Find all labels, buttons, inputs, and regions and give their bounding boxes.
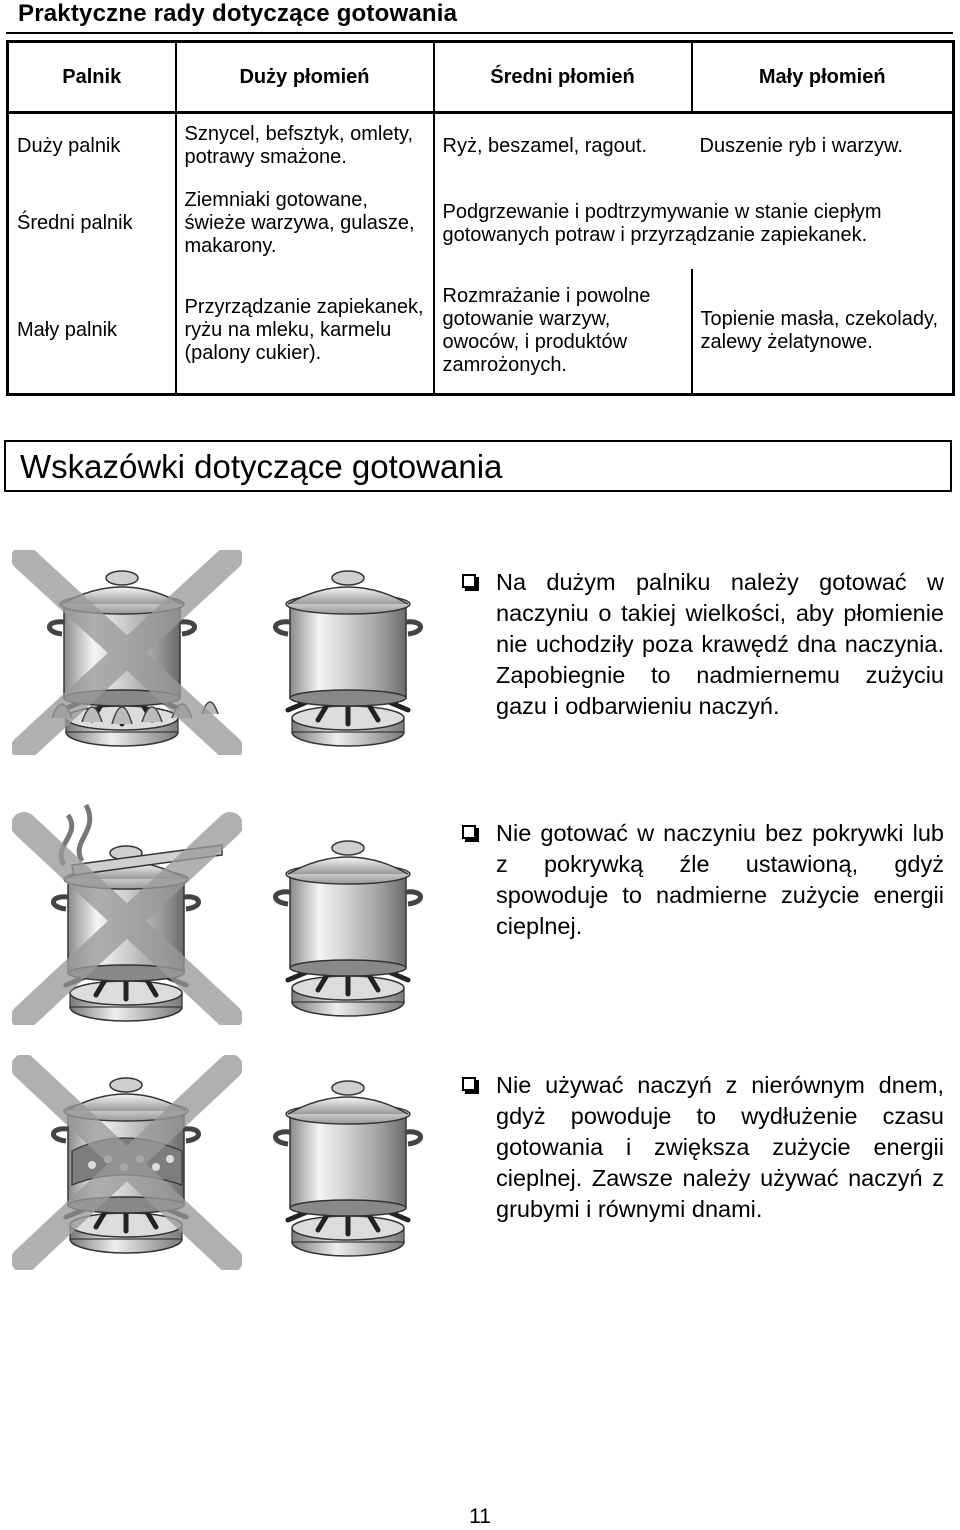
tip-item — [462, 1070, 944, 1225]
row-large: Przyrządzanie zapiekanek, ryżu na mleku, karmelu (palony cukier). — [176, 269, 434, 395]
page-title: Praktyczne rady dotyczące gotowania — [18, 0, 458, 27]
header-burner: Palnik — [8, 42, 176, 113]
table-row — [8, 113, 954, 179]
section-title: Wskazówki dotyczące gotowania — [20, 448, 503, 485]
row-small: Duszenie ryb i warzyw. — [692, 113, 954, 179]
section-header — [4, 440, 952, 492]
title-divider — [6, 32, 953, 34]
table-header-row — [8, 42, 954, 113]
tip-text: Nie używać naczyń z nierównym dnem, gdyż powoduje to wydłużenie czasu gotowania i zwiększa zużycie energii cieplnej. Zawsze należy używać naczyń z grubymi i równymi dnami. — [496, 1072, 944, 1222]
pot-correct-illustration — [248, 550, 448, 755]
header-medium-flame: Średni płomień — [434, 42, 692, 113]
pot-correct-illustration — [248, 1060, 448, 1265]
checkbox-bullet-icon — [462, 1077, 476, 1091]
row-burner: Mały palnik — [8, 269, 176, 395]
header-small-flame: Mały płomień — [692, 42, 954, 113]
row-medium: Rozmrażanie i powolne gotowanie warzyw, owoców, i produktów zamrożonych. — [434, 269, 692, 395]
row-burner: Średni palnik — [8, 179, 176, 269]
header-large-flame: Duży płomień — [176, 42, 434, 113]
row-medium: Ryż, beszamel, ragout. — [434, 113, 692, 179]
cooking-table — [6, 40, 955, 396]
row-large: Ziemniaki gotowane, świeże warzywa, gulasze, makarony. — [176, 179, 434, 269]
checkbox-bullet-icon — [462, 574, 476, 588]
tip-text: Na dużym palniku należy gotować w naczyniu o takiej wielkości, aby płomienie nie uchodziły poza krawędź dna naczynia. Zapobiegnie to nadmiernemu zużyciu gazu i odbarwieniu naczyń. — [496, 569, 944, 719]
pot-lid-askew-crossed-illustration — [12, 795, 242, 1025]
page-number: 11 — [469, 1505, 491, 1528]
pot-correct-illustration — [248, 820, 448, 1025]
row-medium-small: Podgrzewanie i podtrzymywanie w stanie ciepłym gotowanych potraw i przyrządzanie zapiekanek. — [434, 179, 954, 269]
row-small: Topienie masła, czekolady, zalewy żelatynowe. — [692, 269, 954, 395]
table-row — [8, 179, 954, 269]
pot-large-flames-crossed-illustration — [12, 550, 242, 755]
tip-item — [462, 818, 944, 942]
row-burner: Duży palnik — [8, 113, 176, 179]
row-large: Sznycel, befsztyk, omlety, potrawy smażone. — [176, 113, 434, 179]
tip-item — [462, 567, 944, 722]
checkbox-bullet-icon — [462, 825, 476, 839]
tip-text: Nie gotować w naczyniu bez pokrywki lub z pokrywką źle ustawioną, gdyż spowoduje to nadmierne zużycie energii cieplnej. — [496, 820, 944, 939]
table-row — [8, 269, 954, 395]
pot-uneven-bottom-crossed-illustration — [12, 1055, 242, 1270]
